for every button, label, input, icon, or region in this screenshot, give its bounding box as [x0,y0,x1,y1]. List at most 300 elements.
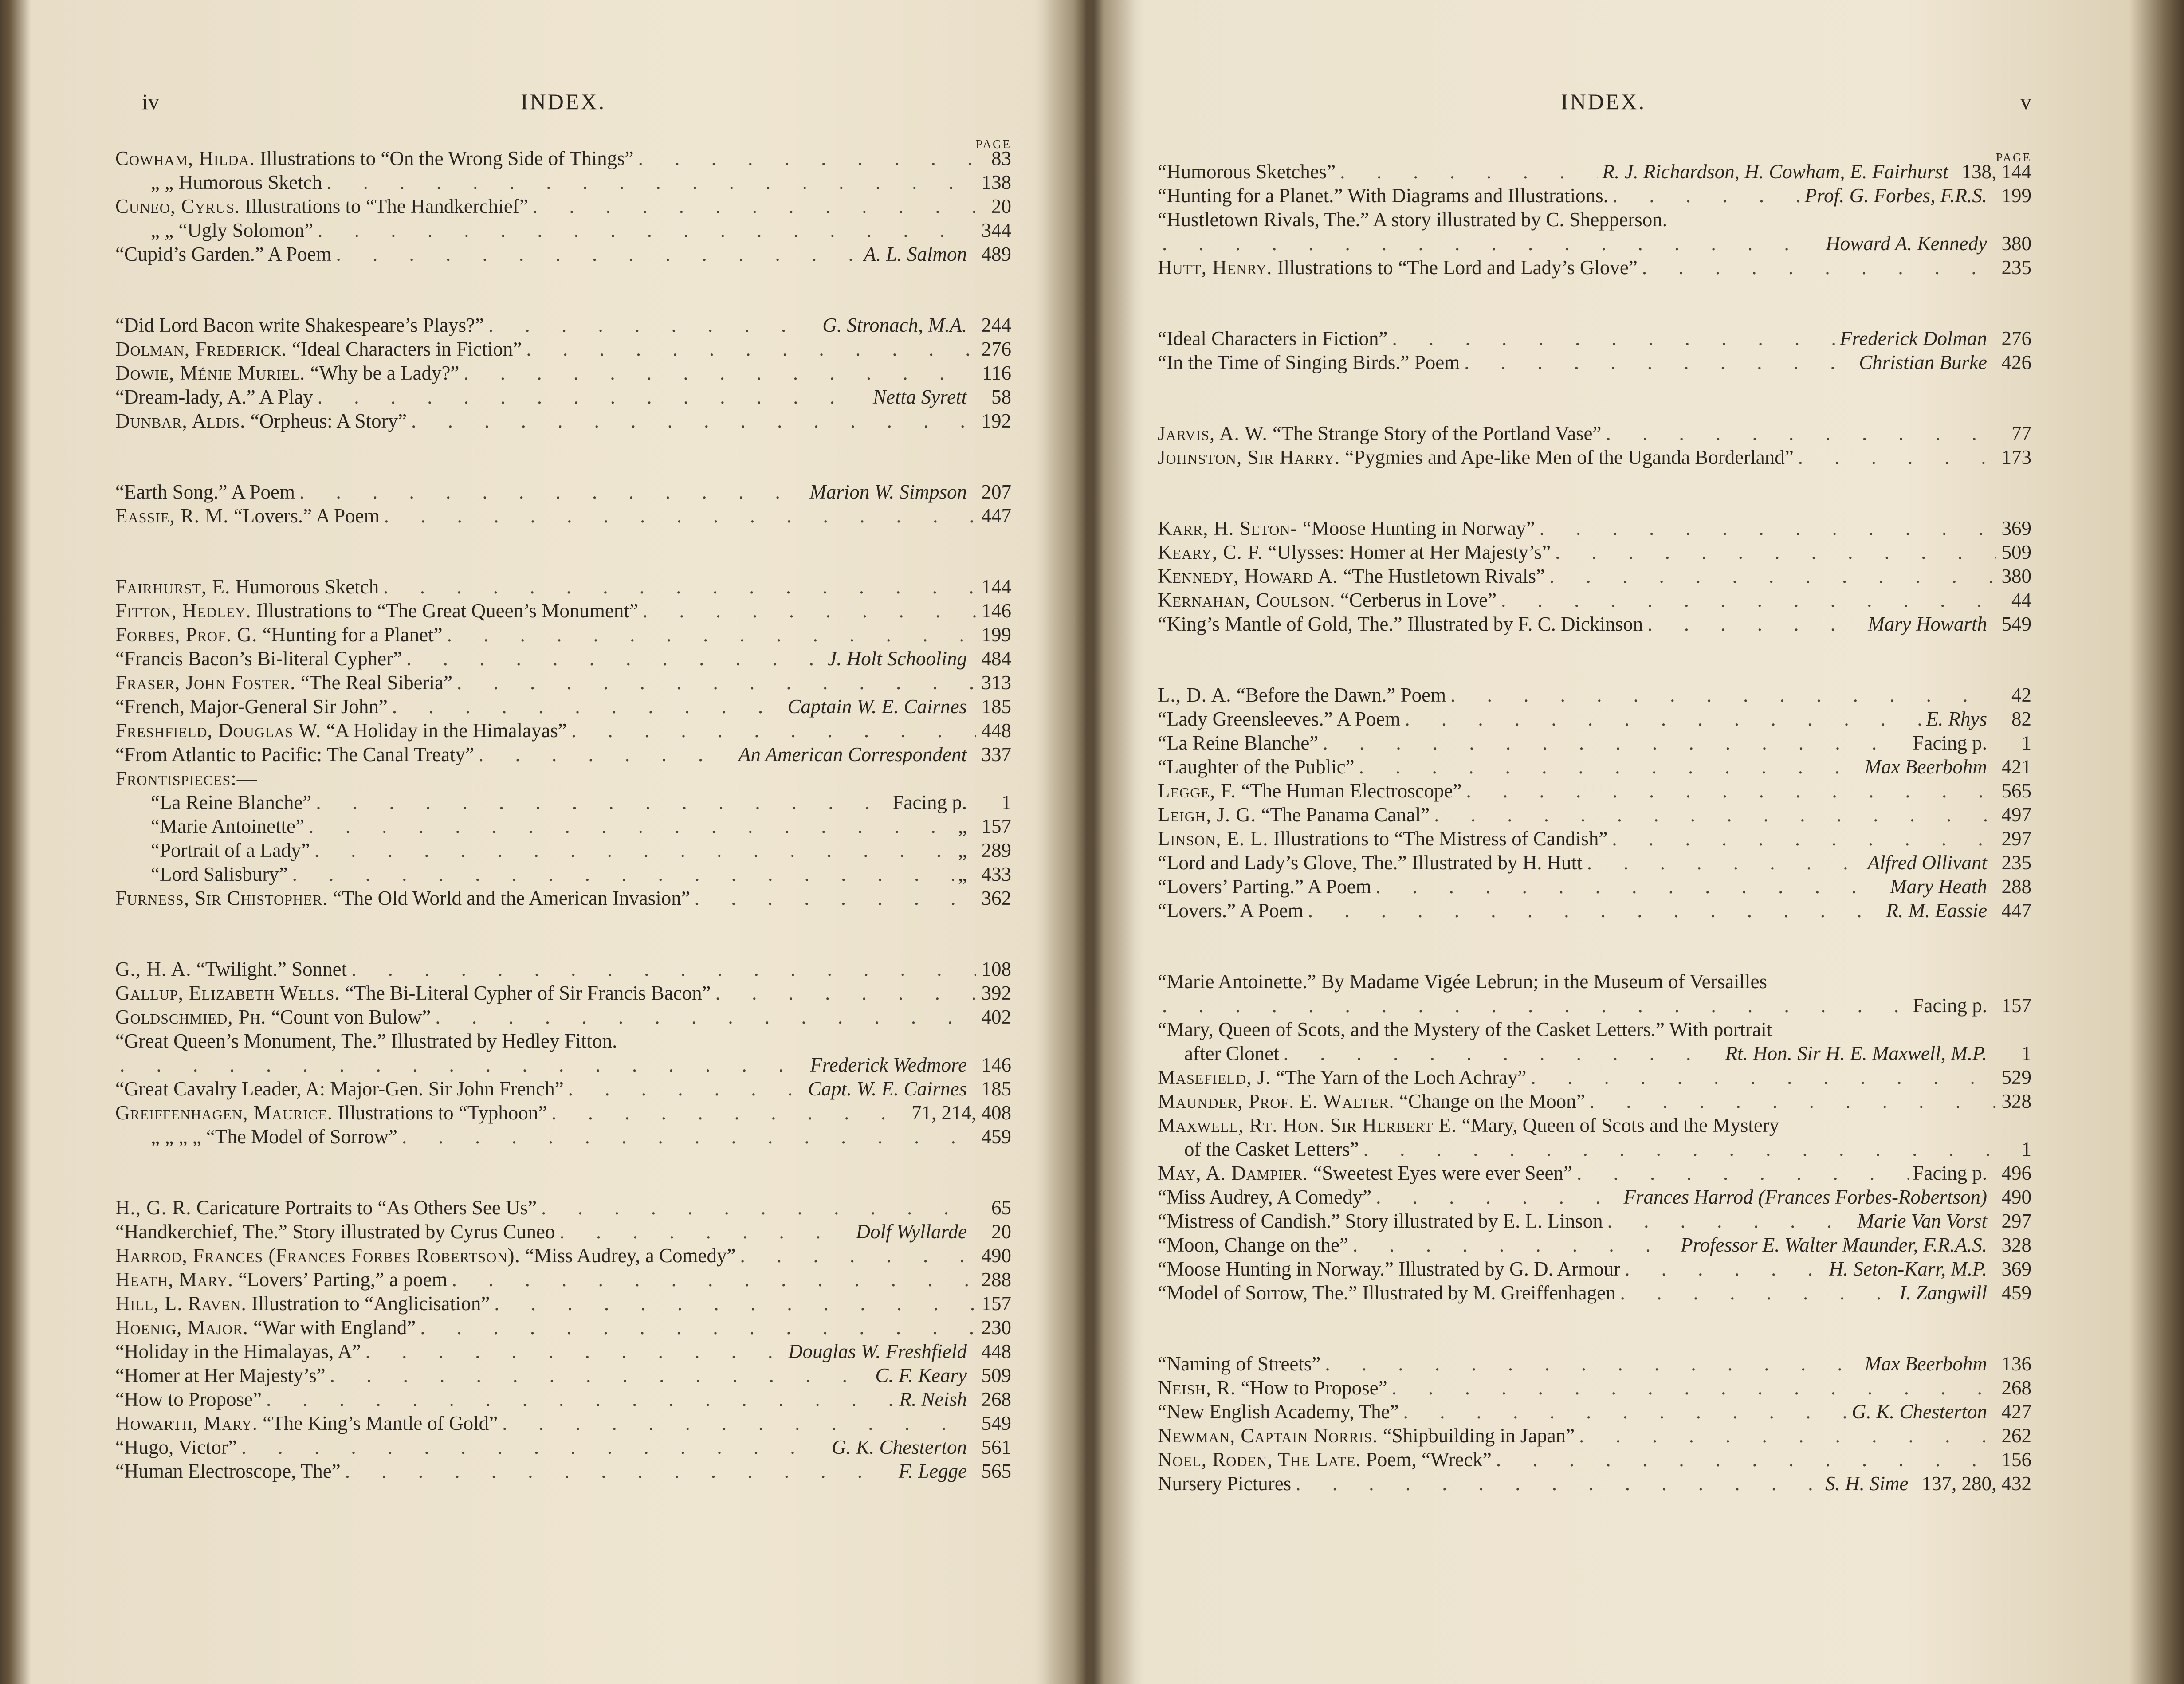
entry-author: Professor E. Walter Maunder, F.R.A.S. [1681,1234,1987,1256]
entry-title [115,361,459,385]
leader-dots [559,1220,851,1244]
leader-dots [1613,184,1800,208]
index-entries [1158,160,2031,1543]
entry-title [151,790,311,814]
entry-title-text: “Before the Dawn.” Poem [1231,684,1446,706]
entry-pages: 297 [2001,1210,2031,1232]
entry-author: R. M. Eassie [1886,899,1987,922]
entry-author: R. J. Richardson, H. Cowham, E. Fairhurst [1602,161,1948,183]
entry-title-text: “Model of Sorrow, The.” Illustrated by M. Greiffenhagen [1158,1282,1616,1304]
entry-pages: 262 [2001,1425,2031,1447]
entry-title-text: “Hugo, Victor” [115,1436,237,1458]
leader-dots [479,742,734,766]
entry-title-text: “French, Major-General Sir John” [115,695,388,718]
index-entry [115,1291,1011,1315]
entry-pages: 369 [2001,517,2031,539]
entry-author: E. Rhys [1926,708,1987,730]
entry-name: Dolman, Frederick. [115,338,287,360]
entry-title [115,1315,416,1339]
entry-pages: 268 [2001,1377,2031,1399]
entry-author: I. Zangwill [1899,1282,1987,1304]
index-entry [1158,1424,2031,1448]
entry-title-text: Nursery Pictures [1158,1472,1292,1495]
entry-name: Jarvis, A. W. [1158,422,1268,444]
entry-title-text: “The Old World and the American Invasion” [328,887,690,909]
entry-name: Furness, Sir Chistopher. [115,887,328,909]
entry-title [1158,779,1462,803]
index-entry [115,337,1011,361]
entry-pages: 42 [2011,684,2031,706]
entry-title-text: “Moose Hunting in Norway.” Illustrated by G. D. Armour [1158,1258,1621,1280]
leader-dots [351,957,976,981]
entry-pages: 144 [981,576,1011,598]
index-entry [115,385,1011,409]
entry-title-text: Caricature Portraits to “As Others See Us” [191,1197,537,1219]
entry-title [1158,1352,1320,1376]
entry-title-text: “Dream-lady, A.” A Play [115,386,313,408]
index-letter-group [1158,970,2031,1305]
leader-dots [1325,1352,1860,1376]
entry-author: Netta Syrett [872,386,967,408]
entry-title [151,1125,397,1149]
leader-dots [1625,1257,1824,1281]
index-entry [115,218,1011,242]
index-entry [1158,1185,2031,1209]
index-entry [115,1125,1011,1149]
leader-dots [1464,350,1854,374]
entry-name: Masefield, J. [1158,1066,1271,1088]
index-entry [1158,1209,2031,1233]
leader-dots [1376,1185,1619,1209]
leader-dots [402,1125,976,1149]
entry-name: Greiffenhagen, Maurice. [115,1102,333,1124]
entry-name: Kernahan, Coulson. [1158,589,1336,611]
entry-title-text: “Miss Audrey, A Comedy” [1158,1186,1372,1208]
entry-title-text: “The Human Electroscope” [1236,780,1462,802]
leader-dots [318,385,868,409]
entry-title-text: “La Reine Blanche” [151,791,312,813]
entry-title [1158,827,1607,851]
entry-title-text: “Hunting for a Planet.” With Diagrams and Illustrations. [1158,184,1608,207]
entry-pages: 235 [2001,256,2031,279]
index-entry [115,742,1011,766]
index-entry [115,1053,1011,1077]
entry-author: Mary Heath [1890,875,1987,898]
entry-title-text: “Holiday in the Himalayas, A” [115,1340,361,1362]
index-entry [1158,421,2031,445]
entry-title [115,1220,555,1244]
entry-pages: 337 [981,743,1011,765]
entry-pages: 136 [2001,1353,2031,1375]
entry-title [115,480,295,504]
entry-title-text: “Miss Audrey, a Comedy” [520,1244,736,1267]
leader-dots [420,1315,976,1339]
entry-title [115,957,347,981]
entry-title [115,409,407,433]
index-entry [115,409,1011,433]
entry-title-text: “Pygmies and Ape-like Men of the Uganda Borderland” [1340,446,1794,468]
entry-title-text: “The Panama Canal” [1256,804,1430,826]
leader-dots [1642,255,1996,279]
left-page [115,0,1011,1684]
index-entry [1158,1041,2031,1065]
entry-title [1158,588,1497,612]
index-letter-group [115,480,1011,528]
index-entry [115,1220,1011,1244]
index-entry [1158,1472,2031,1496]
leader-dots [1450,683,1996,707]
entry-pages: 71, 214, 408 [911,1102,1011,1124]
entry-title [1184,1137,1359,1161]
entry-pages: 230 [981,1316,1011,1339]
entry-title-text: Humorous Sketch [230,576,379,598]
entry-title-text: “Ideal Characters in Fiction” [1158,327,1388,349]
leader-dots [638,146,976,170]
index-entry [1158,540,2031,564]
index-letter-group [1158,160,2031,279]
leader-dots [1612,827,1996,851]
index-entry [115,981,1011,1005]
entry-author: Facing p. [1913,732,1987,754]
entry-title-text: “Why be a Lady?” [305,362,460,384]
index-entry [115,194,1011,218]
index-entry [115,695,1011,718]
entry-pages: 20 [991,195,1011,217]
leader-dots [526,337,976,361]
entry-name: Cuneo, Cyrus. [115,195,240,217]
entry-title-text: “Lord Salisbury” [151,863,288,885]
entry-name: Heath, Mary. [115,1268,233,1291]
entry-title-text: “The Yarn of the Loch Achray” [1271,1066,1527,1088]
entry-title [151,838,310,862]
index-entry [1158,851,2031,875]
entry-title-text: after Clonet [1184,1042,1279,1064]
index-entry [1158,1400,2031,1424]
entry-pages: 509 [2001,541,2031,563]
leader-dots [318,218,976,242]
entry-pages: 157 [981,1292,1011,1315]
page-number: iv [142,89,159,114]
leader-dots [330,1363,871,1387]
index-entry [1158,160,2031,184]
leader-dots [1606,421,1996,445]
index-letter-group [115,146,1011,266]
entry-title-text: Poem, “Wreck” [1361,1448,1492,1471]
index-letter-group [115,957,1011,1149]
index-entry [115,313,1011,337]
index-entry [115,1459,1011,1483]
entry-pages: 362 [981,887,1011,909]
index-letter-group [115,1196,1011,1483]
entry-name: Cowham, Hilda. [115,147,255,169]
entry-author: Captain W. E. Cairnes [787,695,967,718]
leader-dots [452,1268,976,1291]
entry-pages: 44 [2011,589,2031,611]
entry-title-text: Illustrations to “The Handkerchief” [240,195,528,217]
entry-title-text: “Cupid’s Garden.” A Poem [115,243,332,265]
entry-title [115,1005,431,1029]
index-entry [1158,1137,2031,1161]
entry-title [1158,875,1371,899]
index-entry [1158,1352,2031,1376]
entry-title-text: “Human Electroscope, The” [115,1460,341,1482]
entry-title [115,1387,262,1411]
index-letter-group [115,575,1011,910]
entry-name: G., H. A. [115,958,192,980]
entry-title [151,170,322,194]
entry-title [1158,683,1446,707]
entry-name: Freshfield, Douglas W. [115,719,322,742]
leader-dots [488,313,818,337]
entry-name: Hill, L. Raven. [115,1292,247,1315]
entry-author: Marie Van Vorst [1857,1210,1987,1232]
leader-dots [1353,1233,1676,1257]
entry-name: Legge, F. [1158,780,1236,802]
entry-name: Johnston, Sir Harry. [1158,446,1340,468]
index-entry [115,480,1011,504]
entry-author: Howard A. Kennedy [1826,232,1987,255]
leader-dots [464,361,976,385]
entry-name: Hutt, Henry. [1158,256,1273,279]
entry-title [115,1339,361,1363]
leader-dots [1798,445,1996,469]
entry-title [115,718,567,742]
entry-author: Mary Howarth [1868,613,1987,635]
leader-dots [1577,1161,1909,1185]
index-entry [115,599,1011,623]
index-entry [115,575,1011,599]
leader-dots [1647,612,1863,636]
leader-dots [447,623,976,647]
index-entry [1158,1257,2031,1281]
entry-title [1158,445,1794,469]
entry-title [1158,1161,1572,1185]
entry-pages: 426 [2001,351,2031,373]
entry-title-text: “From Atlantic to Pacific: The Canal Treaty” [115,743,475,765]
entry-author: „ [958,815,967,837]
entry-pages: 380 [2001,565,2031,587]
index-entry [115,242,1011,266]
index-entry [1158,683,2031,707]
entry-title [115,1101,547,1125]
entry-pages: 565 [2001,780,2031,802]
entry-name: Howarth, Mary. [115,1412,258,1434]
leader-dots [435,1005,976,1029]
entry-pages: 199 [981,624,1011,646]
entry-title [115,194,528,218]
entry-author: Douglas W. Freshfield [788,1340,967,1362]
entry-name: L., D. A. [1158,684,1232,706]
entry-pages: 146 [981,1054,1011,1076]
entry-pages: 297 [2001,828,2031,850]
entry-author: Frederick Dolman [1840,327,1987,349]
entry-name: Kennedy, Howard A. [1158,565,1338,587]
leader-dots [326,170,976,194]
index-entry [1158,707,2031,731]
entry-pages: 146 [981,600,1011,622]
entry-title-text: “Shipbuilding in Japan” [1378,1425,1575,1447]
leader-dots [406,647,823,671]
entry-title-text: “Lovers’ Parting,” a poem [233,1268,448,1291]
index-entry [1158,1281,2031,1305]
entry-title [1158,1376,1387,1400]
entry-title-text: “Hustletown Rivals, The.” A story illustrated by C. Shepperson. [1158,208,1668,231]
leader-dots [1590,1089,1996,1113]
index-entry [1158,1113,2031,1137]
entry-title [1158,1113,1779,1137]
leader-dots [1162,232,1821,255]
leader-dots [365,1339,784,1363]
entry-title [115,1435,237,1459]
entry-author: Dolf Wyllarde [856,1221,967,1243]
leader-dots [1296,1472,1821,1496]
leader-dots [1323,731,1908,755]
leader-dots [266,1387,895,1411]
running-head: INDEX. [1560,89,1646,114]
entry-title-text: “Lord and Lady’s Glove, The.” Illustrated by H. Hutt [1158,852,1583,874]
entry-title-text: “Moose Hunting in Norway” [1297,517,1535,539]
index-entry [1158,970,2031,993]
entry-pages: 489 [981,243,1011,265]
entry-title [1158,851,1583,875]
entry-pages: 427 [2001,1401,2031,1423]
entry-title-text: „ „ „ „ “The Model of Sorrow” [151,1126,398,1148]
entry-pages: 157 [2001,994,2031,1017]
index-entry [115,361,1011,385]
leader-dots [384,504,976,528]
entry-pages: 1 [2021,1042,2031,1064]
entry-pages: 490 [981,1244,1011,1267]
index-entry [115,146,1011,170]
entry-title [115,623,443,647]
entry-title [115,242,331,266]
entry-title [115,146,634,170]
entry-title-text: “Earth Song.” A Poem [115,481,295,503]
entry-title-text: “King’s Mantle of Gold, The.” Illustrated by F. C. Dickinson [1158,613,1643,635]
entry-title-text: “How to Propose” [1236,1377,1387,1399]
leader-dots [551,1101,907,1125]
entry-name: Keary, C. F. [1158,541,1263,563]
entry-title [1158,540,1551,564]
entry-title-text: Illustrations to “On the Wrong Side of Things” [255,147,634,169]
entry-title [1158,1233,1348,1257]
entry-title [1158,1065,1526,1089]
index-entry [1158,1376,2031,1400]
leader-dots [502,1411,976,1435]
entry-pages: 1 [2021,1138,2031,1160]
index-letter-group [1158,1352,2031,1496]
entry-title [1158,208,1667,232]
leader-dots [715,981,976,1005]
entry-author: Facing p. [1913,1162,1987,1184]
index-entry [115,1244,1011,1268]
leader-dots [1496,1448,1996,1472]
entry-author: Facing p. [1913,994,1987,1017]
entry-title [115,1411,498,1435]
index-entry [115,1339,1011,1363]
entry-title [115,385,313,409]
entry-name: Forbes, Prof. G. [115,624,258,646]
entry-pages: 459 [981,1126,1011,1148]
entry-pages: 448 [981,719,1011,742]
index-entry [115,1387,1011,1411]
entry-title-text: Illustration to “Anglicisation” [246,1292,490,1315]
entry-title-text: “Mary, Queen of Scots and the Mystery [1457,1114,1779,1136]
entry-name: Noel, Roden, The Late. [1158,1448,1361,1471]
entry-name: Fraser, John Foster. [115,671,296,694]
entry-title-text: “New English Academy, The” [1158,1401,1399,1423]
entry-title [115,504,380,528]
entry-author: J. Holt Schooling [828,648,967,670]
entry-title-text: Illustrations to “The Mistress of Candish” [1268,828,1608,850]
entry-title [151,862,288,886]
index-entry [1158,445,2031,469]
entry-title [151,814,304,838]
entry-title [115,695,388,718]
entry-author: Facing p. [892,791,967,813]
entry-title [1158,755,1355,779]
leader-dots [740,1244,976,1268]
entry-name: Gallup, Elizabeth Wells. [115,982,340,1004]
entry-title-text: “The Strange Story of the Portland Vase” [1267,422,1602,444]
entry-author: C. F. Keary [875,1364,967,1386]
index-entry [1158,1089,2031,1113]
entry-title-text: “Homer at Her Majesty’s” [115,1364,326,1386]
index-entry [1158,612,2031,636]
entry-pages: 448 [981,1340,1011,1362]
entry-pages: 157 [981,815,1011,837]
entry-author: An American Correspondent [738,743,967,765]
index-entry [115,1363,1011,1387]
index-entry [1158,827,2031,851]
entry-pages: 173 [2001,446,2031,468]
index-entry [115,170,1011,194]
entry-title-text: “How to Propose” [115,1388,262,1410]
entry-author: Christian Burke [1859,351,1987,373]
entry-pages: 565 [981,1460,1011,1482]
index-entry [1158,803,2031,827]
entry-title-text: “Did Lord Bacon write Shakespeare’s Plays?” [115,314,484,336]
entry-title [115,1077,564,1101]
index-entry [115,1411,1011,1435]
entry-title-text: Illustrations to “The Lord and Lady’s Glove” [1272,256,1638,279]
book-gutter [1042,0,1144,1684]
entry-title-text: “The Hustletown Rivals” [1338,565,1545,587]
entry-pages: 288 [2001,875,2031,898]
entry-author: Capt. W. E. Cairnes [808,1078,967,1100]
entry-title-text: „ „ “Ugly Solomon” [151,219,314,241]
entry-title [1158,255,1638,279]
entry-pages: 344 [981,219,1011,241]
leader-dots [533,194,976,218]
entry-title [151,218,313,242]
entry-author: S. H. Sime [1825,1472,1909,1495]
leader-dots [345,1459,894,1483]
entry-author: G. K. Chesterton [831,1436,967,1458]
entry-pages: 116 [982,362,1011,384]
entry-title-text: “Hunting for a Planet” [257,624,443,646]
entry-name: Eassie, R. M. [115,505,229,527]
index-letter-group [1158,683,2031,922]
entry-name: Dowie, Ménie Muriel. [115,362,306,384]
entry-pages: 235 [2001,852,2031,874]
entry-title-text: “The Bi-Literal Cypher of Sir Francis Bacon” [340,982,711,1004]
index-entries [115,146,1011,1530]
entry-author: Rt. Hon. Sir H. E. Maxwell, M.P. [1725,1042,1987,1064]
entry-pages: 421 [2001,756,2031,778]
entry-name: Karr, H. Seton- [1158,517,1298,539]
entry-title [115,1029,617,1053]
